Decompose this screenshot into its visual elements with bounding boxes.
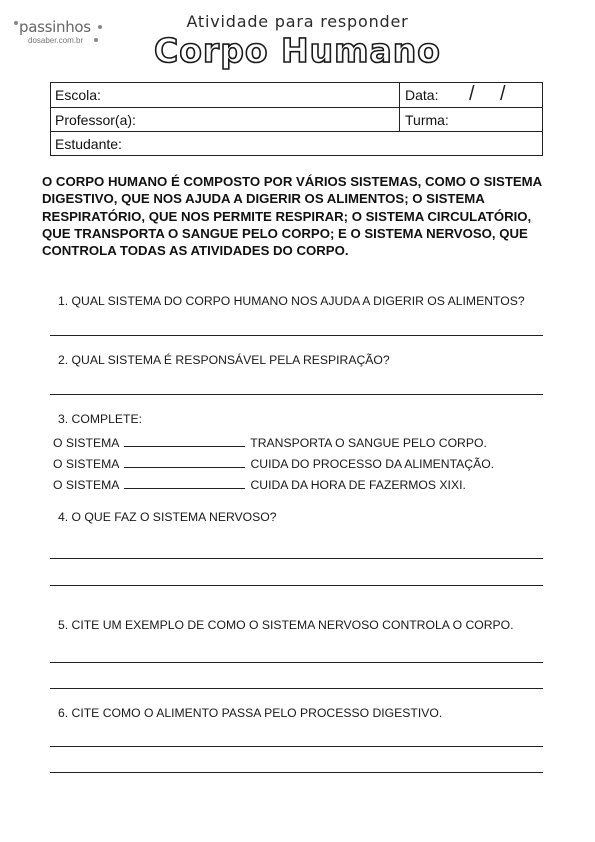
question-6: 6. CITE COMO O ALIMENTO PASSA PELO PROCESSO DIGESTIVO. — [58, 706, 443, 720]
complete-item-suffix: CUIDA DO PROCESSO DA ALIMENTAÇÃO. — [250, 457, 495, 471]
answer-line-6b[interactable] — [50, 772, 543, 773]
complete-item-suffix: TRANSPORTA O SANGUE PELO CORPO. — [250, 436, 487, 450]
page-subtitle: Atividade para responder — [186, 12, 409, 31]
student-info-table — [50, 82, 543, 156]
answer-line-2[interactable] — [50, 394, 543, 395]
blank-field-1[interactable] — [124, 436, 245, 447]
question-5: 5. CITE UM EXEMPLO DE COMO O SISTEMA NERVOSO CONTROLA O CORPO. — [58, 618, 514, 632]
complete-item-prefix: O SISTEMA — [53, 457, 119, 471]
complete-item-prefix: O SISTEMA — [53, 478, 119, 492]
question-3: 3. COMPLETE: — [58, 412, 142, 426]
intro-paragraph: O CORPO HUMANO É COMPOSTO POR VÁRIOS SISTEMAS, COMO O SISTEMA DIGESTIVO, QUE NOS AJUDA A DIGERIR OS ALIMENTOS; O SISTEMA RESPIRATÓRIO, QUE NOS PERMITE RESPIRAR; O SISTEMA CIRCULATÓRIO, QUE TRANSPORTA O SANGUE PELO CORPO; E O SISTEMA NERVOSO, QUE CONTROLA TODAS AS ATIVIDADES DO CORPO. — [42, 174, 542, 259]
blank-field-2[interactable] — [124, 457, 245, 468]
question-2: 2. QUAL SISTEMA É RESPONSÁVEL PELA RESPIRAÇÃO? — [58, 353, 390, 367]
date-separator-1: / — [469, 83, 475, 105]
complete-item-3 — [53, 478, 466, 492]
table-divider — [399, 83, 400, 132]
student-label: Estudante: — [55, 136, 122, 152]
question-1: 1. QUAL SISTEMA DO CORPO HUMANO NOS AJUDA A DIGERIR OS ALIMENTOS? — [58, 294, 525, 308]
info-row-teacher — [51, 108, 542, 132]
complete-item-suffix: CUIDA DA HORA DE FAZERMOS XIXI. — [250, 478, 466, 492]
class-label: Turma: — [405, 112, 449, 128]
complete-item-prefix: O SISTEMA — [53, 436, 119, 450]
answer-line-4b[interactable] — [50, 585, 543, 586]
info-row-student — [51, 132, 542, 156]
complete-item-1 — [53, 436, 487, 450]
date-separator-2: / — [500, 83, 506, 105]
school-label: Escola: — [55, 87, 101, 103]
blank-field-3[interactable] — [124, 478, 245, 489]
page-title: Corpo Humano — [154, 31, 441, 70]
date-label: Data: — [405, 87, 439, 103]
answer-line-5b[interactable] — [50, 688, 543, 689]
question-4: 4. O QUE FAZ O SISTEMA NERVOSO? — [58, 510, 277, 524]
logo-url: dosaber.com.br — [28, 36, 84, 45]
complete-item-2 — [53, 457, 494, 471]
answer-line-6a[interactable] — [50, 746, 543, 747]
teacher-label: Professor(a): — [55, 112, 136, 128]
answer-line-4a[interactable] — [50, 558, 543, 559]
answer-line-5a[interactable] — [50, 662, 543, 663]
logo-wordmark: passinhos — [19, 18, 91, 36]
answer-line-1[interactable] — [50, 335, 543, 336]
info-row-school — [51, 83, 542, 108]
